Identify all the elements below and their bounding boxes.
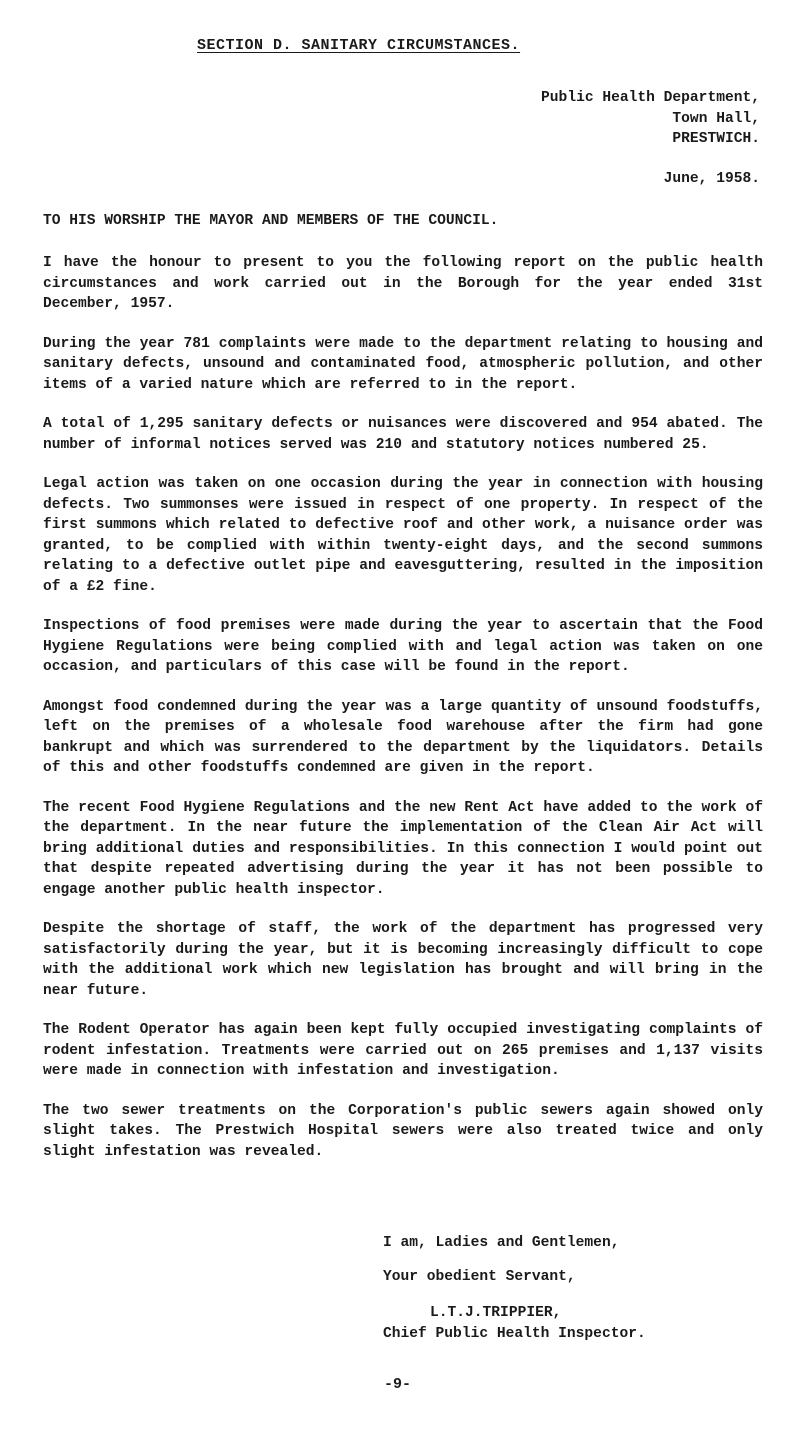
section-title: SECTION D. SANITARY CIRCUMSTANCES. [197, 37, 521, 54]
sender-address [520, 88, 760, 150]
letter-date: June, 1958. [663, 171, 760, 187]
paragraph-staff-shortage: Despite the shortage of staff, the work of the department has progressed very satisfactorily during the year, but it is becoming increasingly difficult to cope with the additional work which new legislation has brought and will bring in the near future. [43, 921, 763, 999]
signatory-title: Chief Public Health Inspector. [383, 1325, 646, 1342]
address-line-building: Town Hall, [672, 110, 760, 127]
paragraph-new-legislation: The recent Food Hygiene Regulations and the new Rent Act have added to the work of the department. In the near future the implementation of the Clean Air Act will bring additional duties and responsibilities. In this connection I would point out that despite repeated advertising during the year it has not been possible to engage another public health inspector. [43, 799, 763, 898]
paragraph-complaints: During the year 781 complaints were made to the department relating to housing and sanitary defects, unsound and contaminated food, atmospheric pollution, and other items of a varied nature which are referred to in the report. [43, 335, 763, 393]
signatory-name: L.T.J.TRIPPIER, [430, 1305, 562, 1321]
letter-closing [383, 1233, 619, 1301]
paragraph-rodent-control: The Rodent Operator has again been kept fully occupied investigating complaints of rodent infestation. Treatments were carried out on 265 premises and 1,137 visits were made in connection with infestation and investigation. [43, 1022, 763, 1079]
paragraph-food-inspections: Inspections of food premises were made during the year to ascertain that the Food Hygiene Regulations were being complied with and legal action was taken on one occasion, and particulars of this case will be found in the report. [43, 618, 763, 675]
closing-line-address: I am, Ladies and Gentlemen, [383, 1235, 620, 1251]
paragraph-food-condemned: Amongst food condemned during the year was a large quantity of unsound foodstuffs, left on the premises of a wholesale food warehouse after the firm had gone bankrupt and which was surrendered to the department by the liquidators. Details of this and other foodstuffs condemned are given in the report. [43, 698, 763, 776]
letter-body [43, 253, 763, 1181]
paragraph-legal-action: Legal action was taken on one occasion during the year in connection with housing defects. Two summonses were issued in respect of one property. In respect of the first summons which related to defective roof and other work, a nuisance order was granted, to be complied with within twenty-eight days, and the second summons relating to a defective outlet pipe and eavesguttering, resulted in the imposition of a £2 fine. [43, 476, 763, 595]
paragraph-defects: A total of 1,295 sanitary defects or nuisances were discovered and 954 abated. The number of informal notices served was 210 and statutory notices numbered 25. [43, 416, 763, 453]
paragraph-sewer-treatments: The two sewer treatments on the Corporation's public sewers again showed only slight takes. The Prestwich Hospital sewers were also treated twice and only slight infestation was revealed. [43, 1102, 763, 1160]
signature-block [383, 1303, 763, 1344]
address-line-town: PRESTWICH. [672, 131, 760, 147]
salutation: TO HIS WORSHIP THE MAYOR AND MEMBERS OF THE COUNCIL. [43, 213, 499, 229]
paragraph-intro: I have the honour to present to you the following report on the public health circumstances and work carried out in the Borough for the year ended 31st December, 1957. [43, 255, 763, 312]
address-line-department: Public Health Department, [541, 90, 760, 106]
closing-line-servant: Your obedient Servant, [383, 1269, 576, 1285]
page-number: -9- [384, 1376, 412, 1393]
